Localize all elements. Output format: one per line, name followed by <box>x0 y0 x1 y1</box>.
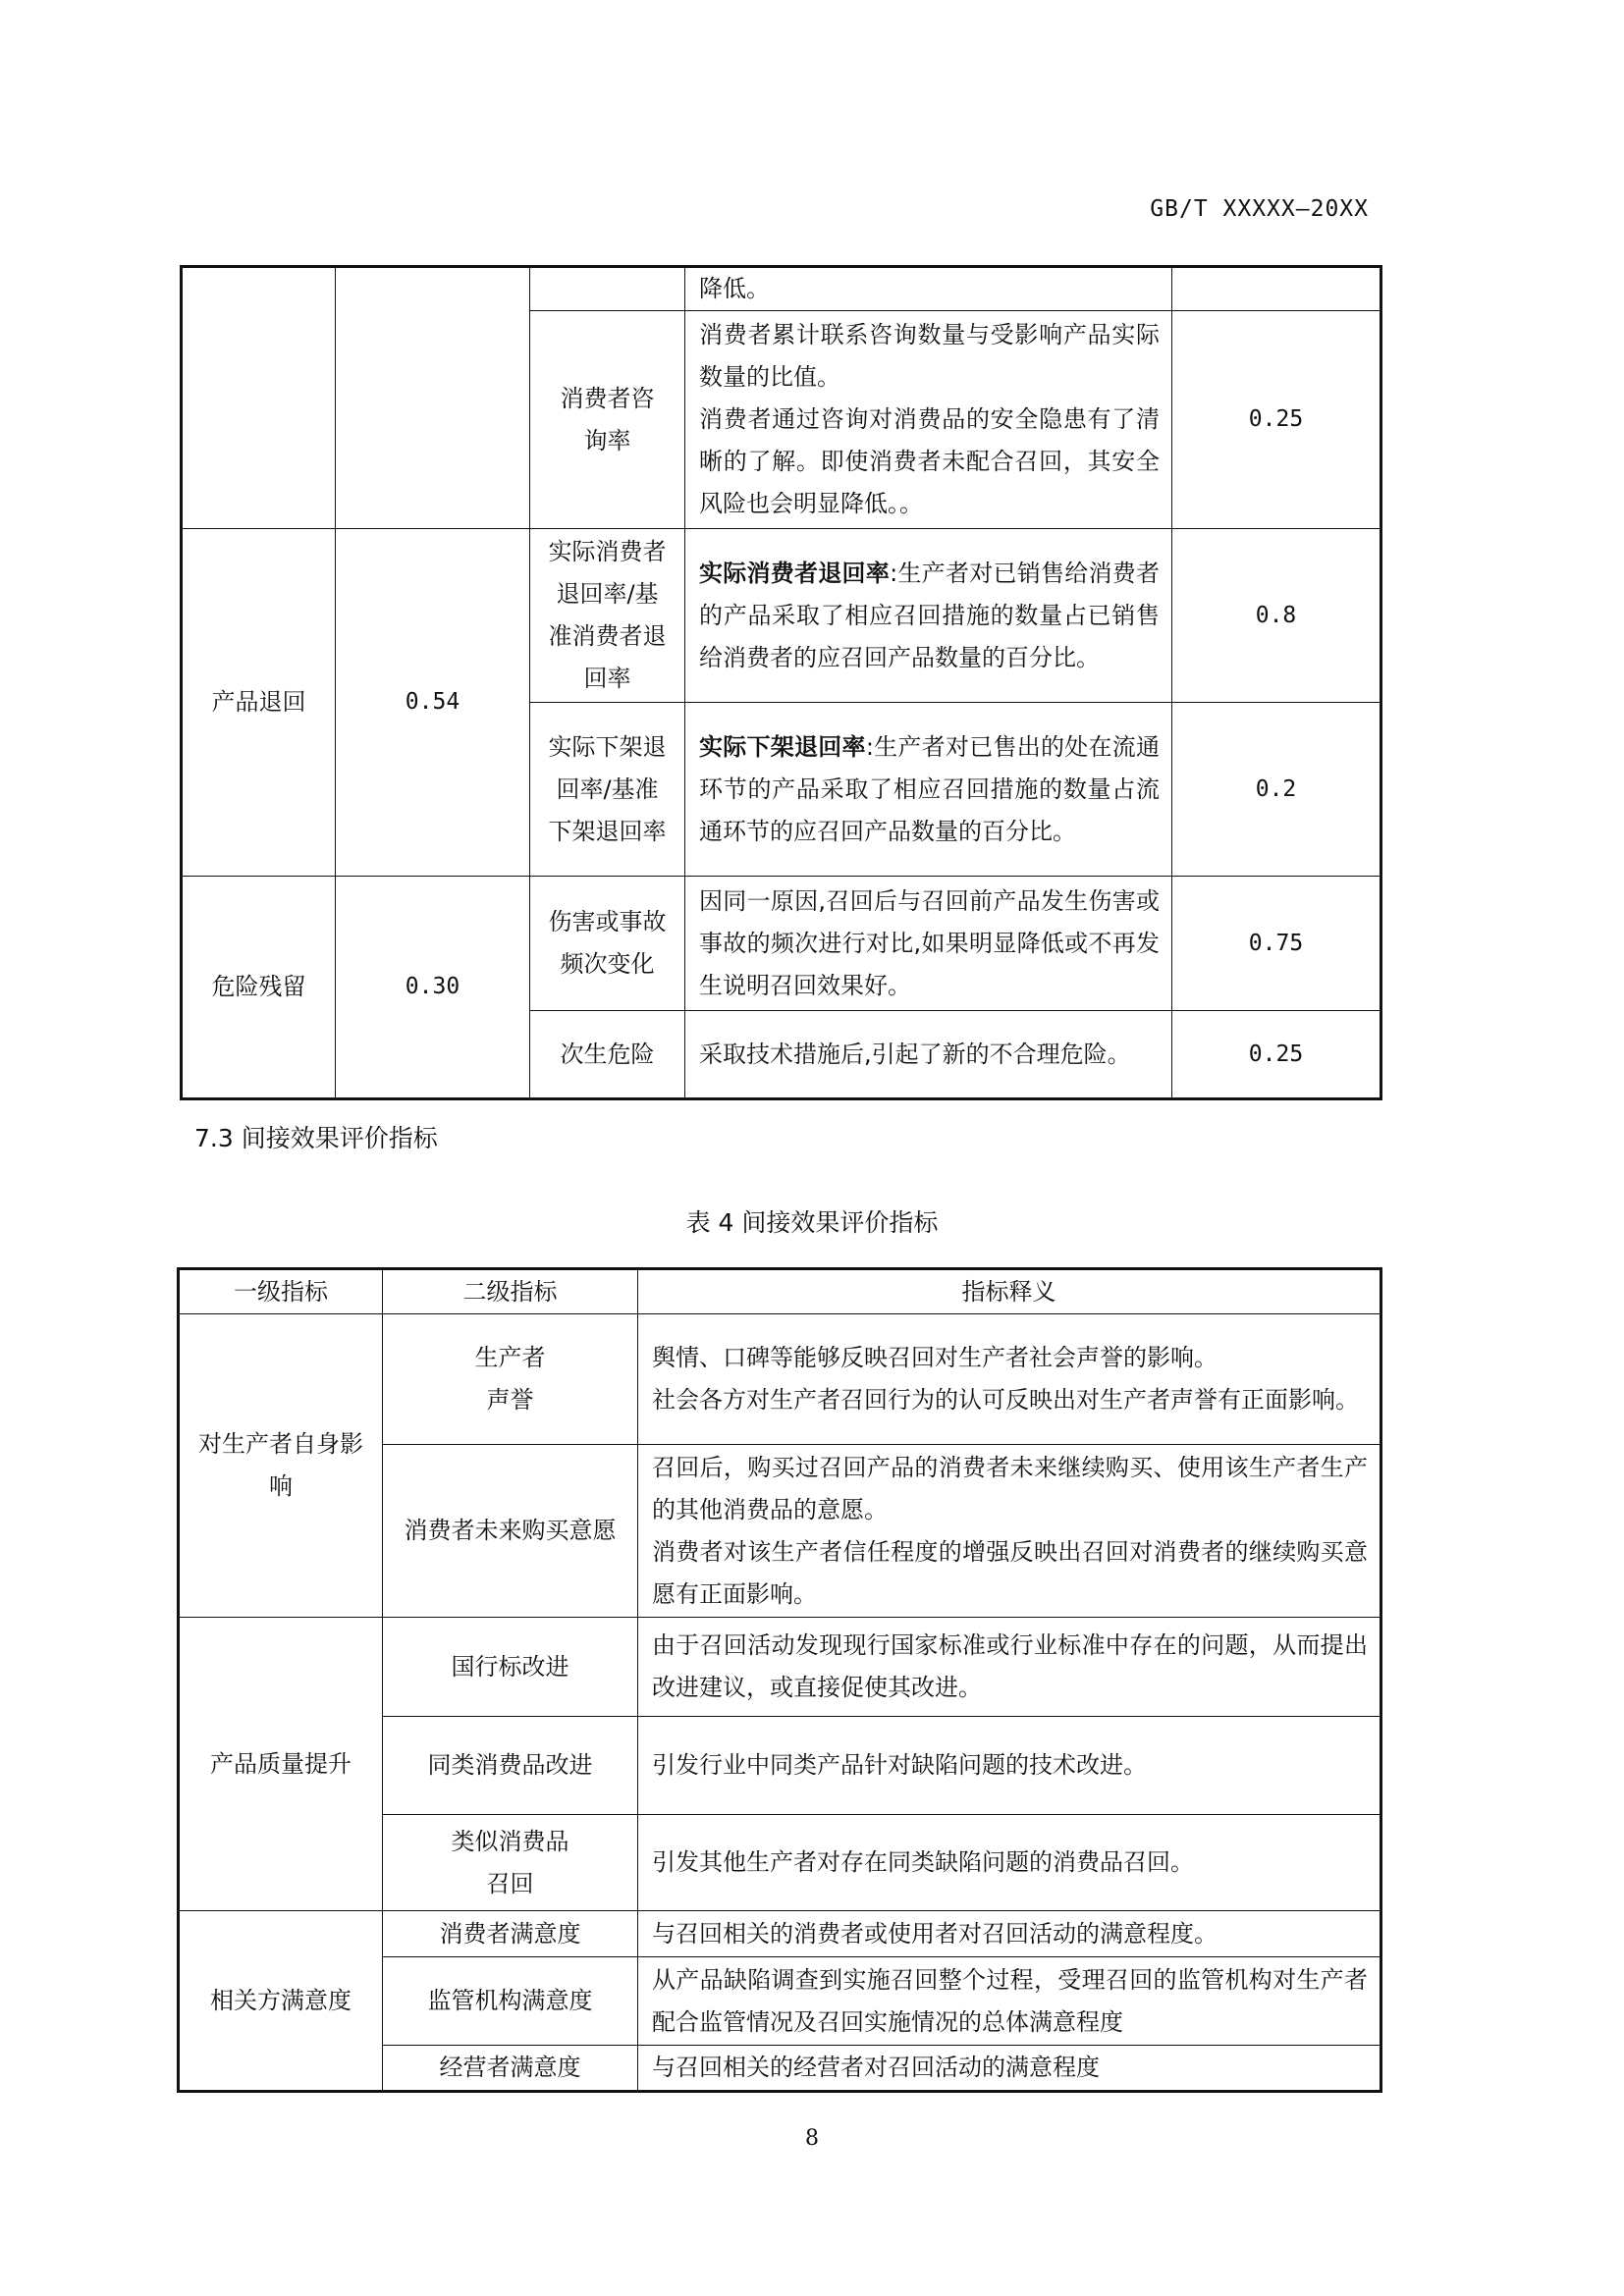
secondary-indicator: 监管机构满意度 <box>383 1957 638 2046</box>
secondary-indicator: 伤害或事故频次变化 <box>530 877 685 1011</box>
indicator-description: 与召回相关的经营者对召回活动的满意程度 <box>638 2046 1381 2092</box>
table-cell <box>530 267 685 311</box>
primary-indicator: 产品质量提升 <box>179 1618 383 1911</box>
indicator-term: 实际消费者退回率 <box>699 559 891 587</box>
table-direct-effect-continued <box>180 265 1382 1100</box>
indicator-term: 实际下架退回率 <box>699 732 866 761</box>
section-heading: 7.3 间接效果评价指标 <box>194 1124 438 1152</box>
table-row <box>179 1618 1381 1717</box>
indicator-weight: 0.8 <box>1172 529 1381 703</box>
indicator-description: 舆情、口碑等能够反映召回对生产者社会声誉的影响。 社会各方对生产者召回行为的认可反映出对生产者声誉有正面影响。 <box>638 1314 1381 1445</box>
indicator-description: 召回后，购买过召回产品的消费者未来继续购买、使用该生产者生产的其他消费品的意愿。 消费者对该生产者信任程度的增强反映出召回对消费者的继续购买意愿有正面影响。 <box>638 1445 1381 1618</box>
primary-weight: 0.54 <box>336 529 530 877</box>
secondary-indicator: 实际下架退回率/基准下架退回率 <box>530 703 685 877</box>
secondary-indicator: 消费者咨询率 <box>530 311 685 529</box>
table-row <box>179 1314 1381 1445</box>
table-cell <box>336 267 530 529</box>
primary-indicator: 对生产者自身影响 <box>179 1314 383 1618</box>
primary-indicator: 危险残留 <box>182 877 336 1099</box>
indicator-description: 实际下架退回率:生产者对已售出的处在流通环节的产品采取了相应召回措施的数量占流通环节的应召回产品数量的百分比。 <box>685 703 1172 877</box>
column-header: 指标释义 <box>638 1269 1381 1314</box>
indicator-weight: 0.2 <box>1172 703 1381 877</box>
standard-code: GB/T XXXXX—20XX <box>1150 196 1369 222</box>
column-header: 二级指标 <box>383 1269 638 1314</box>
secondary-indicator: 生产者 声誉 <box>383 1314 638 1445</box>
table-header-row <box>179 1269 1381 1314</box>
indicator-description: 从产品缺陷调查到实施召回整个过程，受理召回的监管机构对生产者配合监管情况及召回实施情况的总体满意程度 <box>638 1957 1381 2046</box>
indicator-description: 消费者累计联系咨询数量与受影响产品实际数量的比值。 消费者通过咨询对消费品的安全隐患有了清晰的了解。即使消费者未配合召回，其安全风险也会明显降低。。 <box>685 311 1172 529</box>
secondary-indicator: 消费者满意度 <box>383 1911 638 1957</box>
indicator-description: 由于召回活动发现现行国家标准或行业标准中存在的问题，从而提出改进建议，或直接促使其改进。 <box>638 1618 1381 1717</box>
secondary-indicator: 次生危险 <box>530 1011 685 1099</box>
secondary-indicator: 类似消费品 召回 <box>383 1815 638 1911</box>
table-cell <box>182 267 336 529</box>
secondary-indicator: 实际消费者退回率/基准消费者退回率 <box>530 529 685 703</box>
primary-indicator: 相关方满意度 <box>179 1911 383 2092</box>
indicator-weight: 0.25 <box>1172 1011 1381 1099</box>
table-caption: 表 4 间接效果评价指标 <box>685 1208 939 1237</box>
secondary-indicator: 国行标改进 <box>383 1618 638 1717</box>
table-indirect-effect <box>177 1267 1382 2093</box>
table-row <box>182 529 1381 703</box>
indicator-description: 实际消费者退回率:生产者对已销售给消费者的产品采取了相应召回措施的数量占已销售给消费者的应召回产品数量的百分比。 <box>685 529 1172 703</box>
indicator-weight: 0.75 <box>1172 877 1381 1011</box>
indicator-description: 与召回相关的消费者或使用者对召回活动的满意程度。 <box>638 1911 1381 1957</box>
indicator-description: 采取技术措施后,引起了新的不合理危险。 <box>685 1011 1172 1099</box>
secondary-indicator: 同类消费品改进 <box>383 1717 638 1815</box>
secondary-indicator: 消费者未来购买意愿 <box>383 1445 638 1618</box>
primary-indicator: 产品退回 <box>182 529 336 877</box>
indicator-description: 引发其他生产者对存在同类缺陷问题的消费品召回。 <box>638 1815 1381 1911</box>
indicator-description: 引发行业中同类产品针对缺陷问题的技术改进。 <box>638 1717 1381 1815</box>
column-header: 一级指标 <box>179 1269 383 1314</box>
indicator-weight: 0.25 <box>1172 311 1381 529</box>
table-row <box>179 1911 1381 1957</box>
table-cell <box>1172 267 1381 311</box>
indicator-description: 降低。 <box>685 267 1172 311</box>
indicator-description: 因同一原因,召回后与召回前产品发生伤害或事故的频次进行对比,如果明显降低或不再发生说明召回效果好。 <box>685 877 1172 1011</box>
table-row <box>182 877 1381 1011</box>
page-number: 8 <box>805 2126 819 2151</box>
primary-weight: 0.30 <box>336 877 530 1099</box>
table-row <box>182 267 1381 311</box>
secondary-indicator: 经营者满意度 <box>383 2046 638 2092</box>
